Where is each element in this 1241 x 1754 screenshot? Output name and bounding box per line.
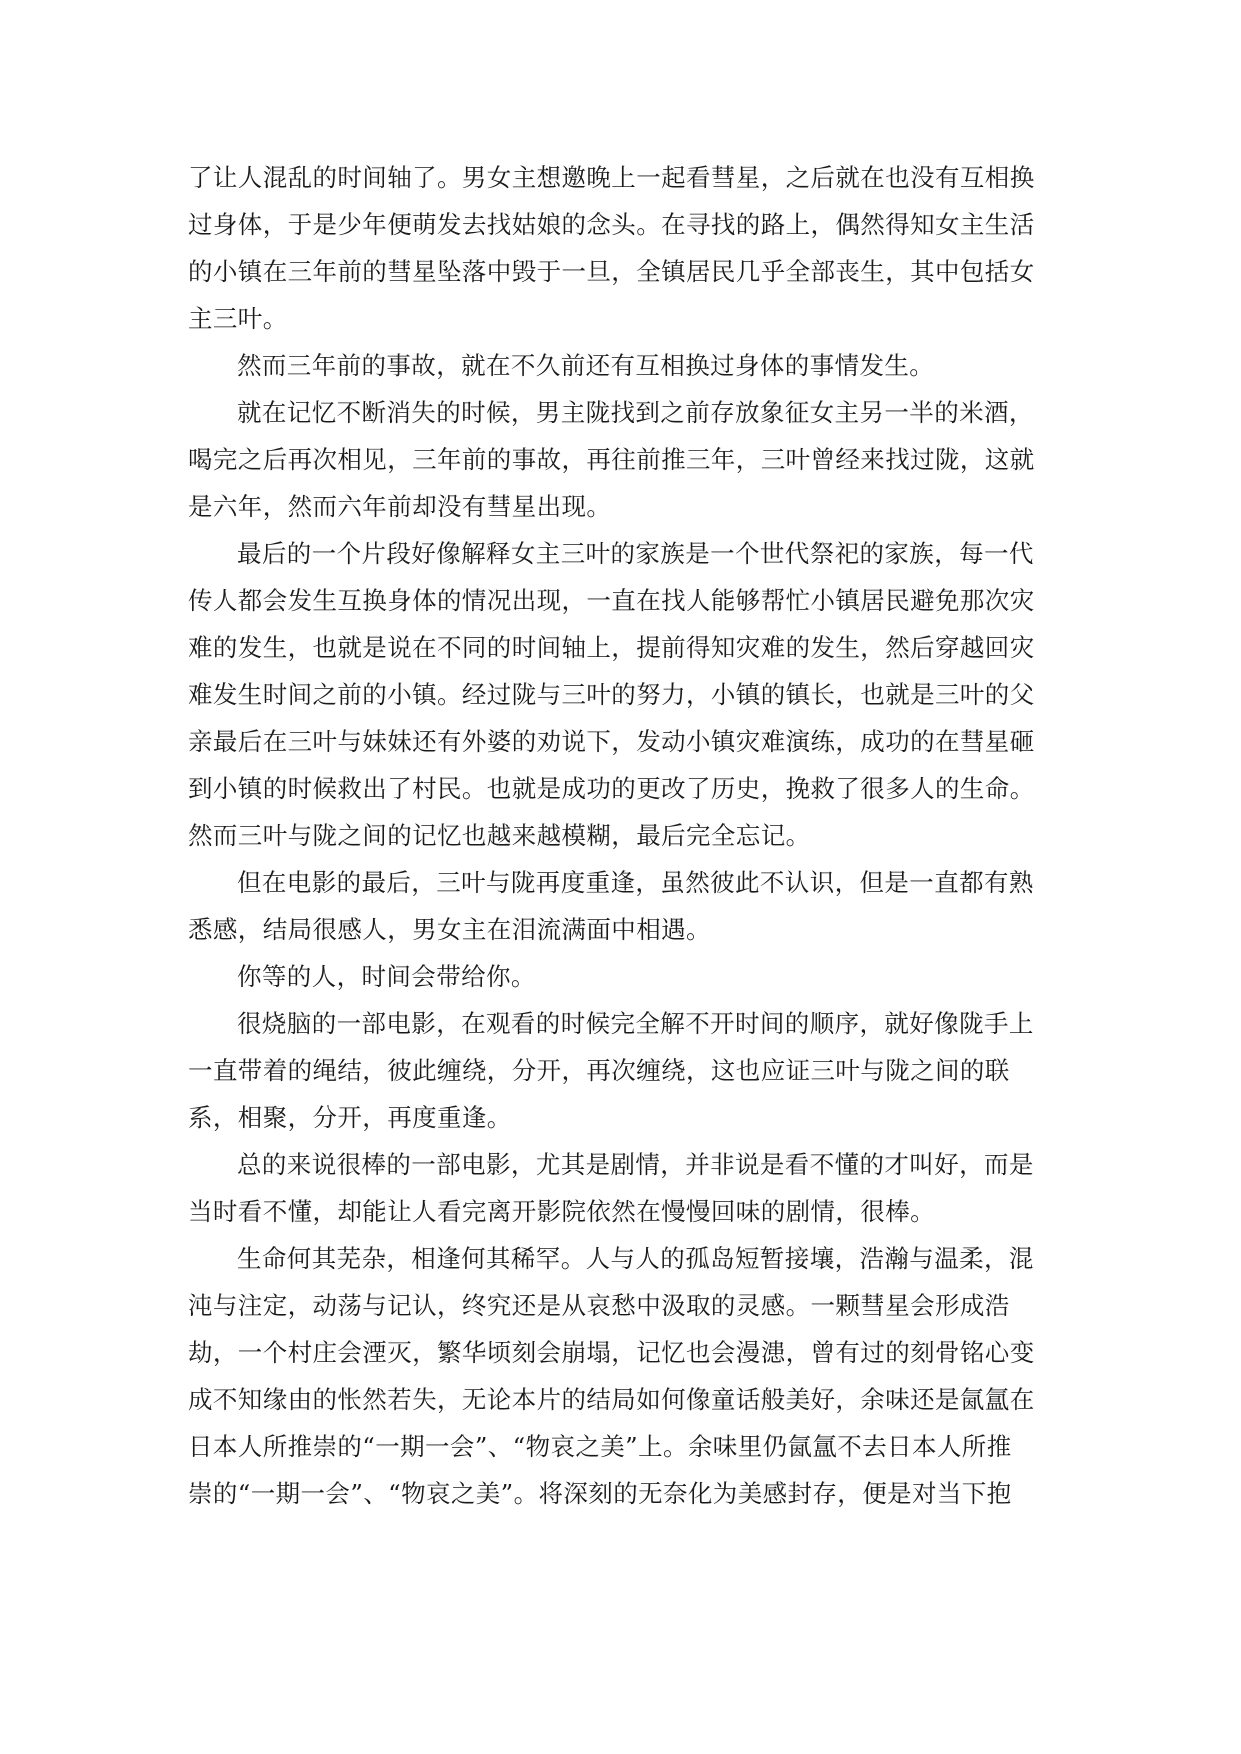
text-line: 你等的人，时间会带给你。 xyxy=(237,962,536,991)
text-line: 就在记忆不断消失的时候，男主陇找到之前存放象征女主另一半的米酒， xyxy=(237,398,1034,427)
text-line: 最后的一个片段好像解释女主三叶的家族是一个世代祭祀的家族，每一代 xyxy=(237,539,1034,568)
text-line: 难发生时间之前的小镇。经过陇与三叶的努力，小镇的镇长，也就是三叶的父 xyxy=(188,680,1035,709)
text-line: 当时看不懂，却能让人看完离开影院依然在慢慢回味的剧情，很棒。 xyxy=(188,1197,935,1226)
text-line: 总的来说很棒的一部电影，尤其是剧情，并非说是看不懂的才叫好，而是 xyxy=(237,1150,1034,1179)
paragraph xyxy=(188,154,1068,342)
text-line: 一直带着的绳结，彼此缠绕，分开，再次缠绕，这也应证三叶与陇之间的联 xyxy=(188,1056,1010,1085)
text-line: 但在电影的最后，三叶与陇再度重逢，虽然彼此不认识，但是一直都有熟 xyxy=(237,868,1034,897)
text-line: 然而三叶与陇之间的记忆也越来越模糊，最后完全忘记。 xyxy=(188,821,811,850)
text-line: 过身体，于是少年便萌发去找姑娘的念头。在寻找的路上，偶然得知女主生活 xyxy=(188,210,1035,239)
text-line: 然而三年前的事故，就在不久前还有互相换过身体的事情发生。 xyxy=(237,351,935,380)
paragraph xyxy=(188,953,1068,1000)
text-line: 到小镇的时候救出了村民。也就是成功的更改了历史，挽救了很多人的生命。 xyxy=(188,774,1035,803)
text-line: 日本人所推崇的“一期一会”、“物哀之美”上。余味里仍氤氲不去日本人所推 xyxy=(188,1432,1012,1461)
text-line: 系，相聚，分开，再度重逢。 xyxy=(188,1103,512,1132)
text-line: 难的发生，也就是说在不同的时间轴上，提前得知灾难的发生，然后穿越回灾 xyxy=(188,633,1035,662)
paragraph xyxy=(188,1141,1068,1235)
text-line: 传人都会发生互换身体的情况出现，一直在找人能够帮忙小镇居民避免那次灾 xyxy=(188,586,1035,615)
paragraph xyxy=(188,1000,1068,1141)
text-line: 生命何其芜杂，相逢何其稀罕。人与人的孤岛短暂接壤，浩瀚与温柔，混 xyxy=(237,1244,1034,1273)
text-line: 亲最后在三叶与妹妹还有外婆的劝说下，发动小镇灾难演练，成功的在彗星砸 xyxy=(188,727,1035,756)
text-line: 成不知缘由的怅然若失，无论本片的结局如何像童话般美好，余味还是氤氲在 xyxy=(188,1385,1035,1414)
text-line: 劫，一个村庄会湮灭，繁华顷刻会崩塌，记忆也会漫漶，曾有过的刻骨铭心变 xyxy=(188,1338,1035,1367)
text-line: 的小镇在三年前的彗星坠落中毁于一旦，全镇居民几乎全部丧生，其中包括女 xyxy=(188,257,1035,286)
document-body xyxy=(188,154,1068,1517)
text-line: 沌与注定，动荡与记认，终究还是从哀愁中汲取的灵感。一颗彗星会形成浩 xyxy=(188,1291,1010,1320)
text-line: 喝完之后再次相见，三年前的事故，再往前推三年，三叶曾经来找过陇，这就 xyxy=(188,445,1035,474)
paragraph xyxy=(188,530,1068,859)
text-line: 了让人混乱的时间轴了。男女主想邀晚上一起看彗星，之后就在也没有互相换 xyxy=(188,163,1035,192)
paragraph xyxy=(188,342,1068,389)
text-line: 主三叶。 xyxy=(188,304,288,333)
text-line: 是六年，然而六年前却没有彗星出现。 xyxy=(188,492,612,521)
paragraph xyxy=(188,389,1068,530)
paragraph xyxy=(188,1235,1068,1517)
paragraph xyxy=(188,859,1068,953)
text-line: 悉感，结局很感人，男女主在泪流满面中相遇。 xyxy=(188,915,711,944)
text-line: 崇的“一期一会”、“物哀之美”。将深刻的无奈化为美感封存，便是对当下抱 xyxy=(188,1479,1012,1508)
text-line: 很烧脑的一部电影，在观看的时候完全解不开时间的顺序，就好像陇手上 xyxy=(237,1009,1034,1038)
